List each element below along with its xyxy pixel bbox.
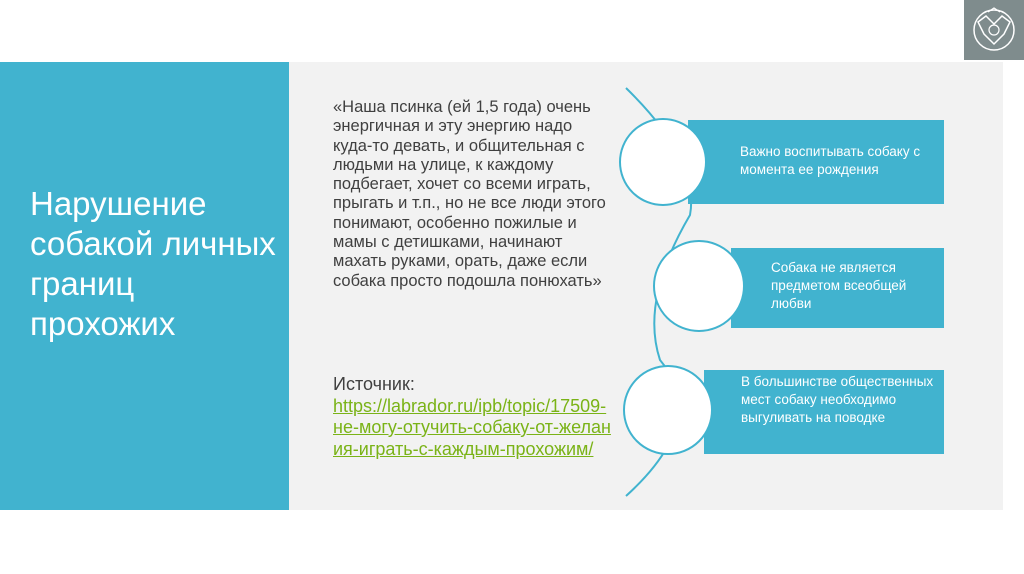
diagram-item-1-text: Важно воспитывать собаку с момента ее рождения xyxy=(740,144,921,177)
slide-title: Нарушение собакой личных границ прохожих xyxy=(30,185,276,342)
quote-text: «Наша псинка (ей 1,5 года) очень энергичная и эту энергию надо куда-то девать, и общительная с людьми на улице, к каждому подбегает, хочет со всеми играть, прыгать и т.п., но не все люди этого понимают, особенно пожилые и мамы с детишками, начинают махать руками, орать, даже если собака просто подошла понюхать» xyxy=(333,98,606,290)
diagram-circle-2 xyxy=(654,241,744,331)
source-link[interactable]: https://labrador.ru/ipb/topic/17509-не-могу-отучить-собаку-от-желания-играть-с-каждым-прохожим/ xyxy=(333,395,611,459)
diagram-circle-3 xyxy=(624,366,712,454)
scroll-strip xyxy=(1003,62,1024,510)
source-label: Источник: xyxy=(333,374,415,394)
diagram-item-3-text: В большинстве общественных мест собаку необходимо выгуливать на поводке xyxy=(741,374,934,425)
diagram-item-2-text: Собака не является предметом всеобщей любви xyxy=(771,260,907,311)
double-headed-eagle-icon xyxy=(964,0,1024,60)
diagram-circle-1 xyxy=(620,119,706,205)
